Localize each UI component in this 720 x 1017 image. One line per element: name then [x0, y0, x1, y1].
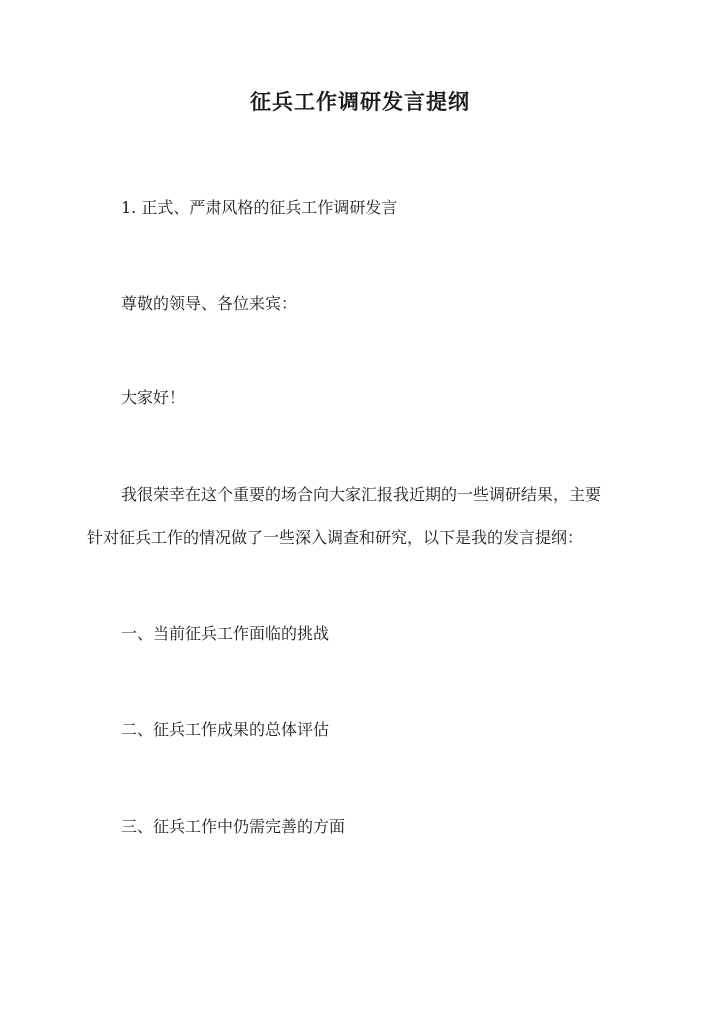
outline-item: 三、征兵工作中仍需完善的方面: [121, 817, 346, 836]
document-title: 征兵工作调研发言提纲: [250, 89, 470, 114]
outline-item: 二、征兵工作成果的总体评估: [121, 720, 330, 739]
section-heading: 1. 正式、严肃风格的征兵工作调研发言: [121, 198, 398, 217]
intro-paragraph-line-1: 我很荣幸在这个重要的场合向大家汇报我近期的一些调研结果，主要: [121, 485, 602, 504]
salutation: 尊敬的领导、各位来宾：: [121, 294, 298, 313]
greeting: 大家好！: [121, 388, 186, 407]
intro-paragraph-line-2: 针对征兵工作的情况做了一些深入调查和研究，以下是我的发言提纲：: [87, 528, 584, 547]
outline-item: 一、当前征兵工作面临的挑战: [121, 624, 330, 643]
